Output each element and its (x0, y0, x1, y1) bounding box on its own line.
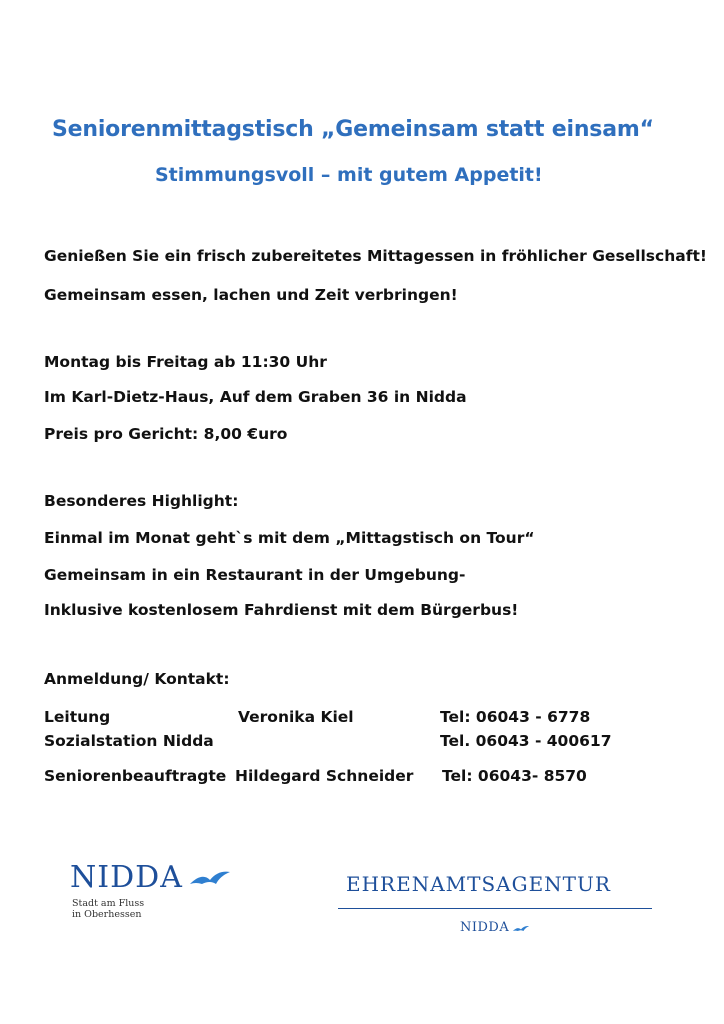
contact-role: Sozialstation Nidda (44, 732, 214, 750)
price-text: Preis pro Gericht: 8,00 €uro (44, 425, 288, 443)
bird-icon (512, 924, 530, 934)
intro-line-2: Gemeinsam essen, lachen und Zeit verbringen! (44, 286, 458, 304)
location-text: Im Karl-Dietz-Haus, Auf dem Graben 36 in Nidda (44, 388, 467, 406)
contact-role: Seniorenbeauftragte (44, 767, 227, 785)
schedule-text: Montag bis Freitag ab 11:30 Uhr (44, 353, 327, 371)
nidda-logo (70, 860, 230, 930)
highlight-heading: Besonderes Highlight: (44, 492, 239, 510)
ehrenamt-divider (338, 908, 652, 909)
contact-heading: Anmeldung/ Kontakt: (44, 670, 230, 688)
nidda-tagline-2: in Oberhessen (72, 909, 142, 920)
page-title: Seniorenmittagstisch „Gemeinsam statt einsam“ (52, 117, 654, 142)
highlight-line-3: Inklusive kostenlosem Fahrdienst mit dem Bürgerbus! (44, 601, 519, 619)
ehrenamt-nidda-wordmark: NIDDA (460, 920, 510, 935)
page-subtitle: Stimmungsvoll – mit gutem Appetit! (155, 164, 543, 186)
bird-icon (188, 868, 232, 890)
nidda-tagline-1: Stadt am Fluss (72, 898, 145, 909)
intro-line-1: Genießen Sie ein frisch zubereitetes Mittagessen in fröhlicher Gesellschaft! (44, 247, 707, 265)
ehrenamt-wordmark: EHRENAMTSAGENTUR (346, 872, 611, 896)
contact-phone: Tel: 06043- 8570 (442, 767, 587, 785)
contact-phone: Tel. 06043 - 400617 (440, 732, 612, 750)
nidda-logo-wordmark: NIDDA (70, 860, 183, 895)
ehrenamtsagentur-logo (338, 872, 658, 942)
contact-phone: Tel: 06043 - 6778 (440, 708, 591, 726)
highlight-line-2: Gemeinsam in ein Restaurant in der Umgebung- (44, 566, 466, 584)
contact-name: Veronika Kiel (238, 708, 354, 726)
contact-name: Hildegard Schneider (235, 767, 414, 785)
contact-role: Leitung (44, 708, 111, 726)
highlight-line-1: Einmal im Monat geht`s mit dem „Mittagstisch on Tour“ (44, 529, 535, 547)
